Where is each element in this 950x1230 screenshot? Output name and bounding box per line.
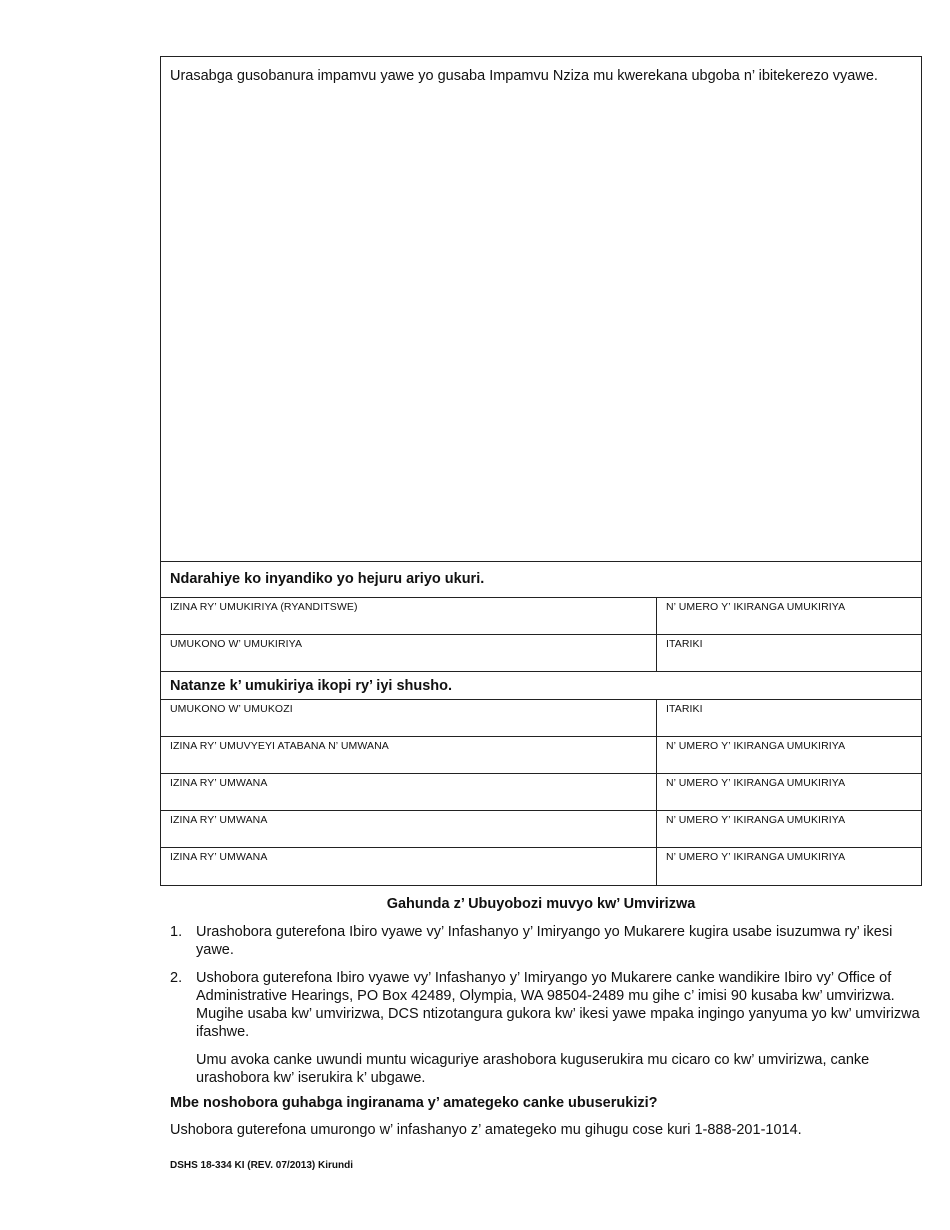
child-id-field[interactable]: N’ UMERO Y’ IKIRANGA UMUKIRIYA [666,777,846,789]
list-item-number: 1. [170,924,183,940]
explanation-prompt: Urasabga gusobanura impamvu yawe yo gusaba Impamvu Nziza mu kwerekana ubgoba n’ ibitekerezo vyawe. [170,68,878,84]
child-id-field[interactable]: N’ UMERO Y’ IKIRANGA UMUKIRIYA [666,814,846,826]
hearing-info-list [170,923,922,1097]
client-attestation-heading: Ndarahiye ko inyandiko yo hejuru ariyo ukuri. [161,562,921,598]
list-item-text: Ushobora guterefona Ibiro vyawe vy’ Infashanyo y’ Imiryango yo Mukarere canke wandikire Ibiro vy’ Office of Administrative Hearings, PO Box 42489, Olympia, WA 98504-2489 mu gihe c’ imisi 90 kusaba kw’ umvirizwa. Mugihe usaba kw’ umvirizwa, DCS ntizotangura gukora kw’ ikesi yawe mpaka ingingo yanyuma yo kw’ umvirizwa ifashwe. [196,970,920,1040]
worker-signature-field[interactable]: UMUKONO W’ UMUKOZI [161,700,657,736]
noncustodial-parent-row [161,737,921,774]
legal-help-answer: Ushobora guterefona umurongo w’ infashanyo z’ amategeko mu gihugu cose kuri 1-888-201-1014. [170,1122,802,1138]
client-name-field[interactable]: IZINA RY’ UMUKIRIYA (RYANDITSWE) [161,598,657,634]
client-id-number-field[interactable]: N’ UMERO Y’ IKIRANGA UMUKIRIYA [666,601,846,613]
hearing-info-title: Gahunda z’ Ubuyobozi muvyo kw’ Umvirizwa [386,896,696,912]
client-signature-field[interactable]: UMUKONO W’ UMUKIRIYA [161,635,657,671]
client-signature-row [161,635,921,672]
list-item-number: 2. [170,970,183,986]
good-cause-form [160,56,922,886]
explanation-box[interactable] [161,57,921,562]
legal-help-question: Mbe noshobora guhabga ingiranama y’ amategeko canke ubuserukizi? [170,1095,658,1111]
worker-copy-heading: Natanze k’ umukiriya ikopi ry’ iyi shusho. [161,672,921,700]
client-name-row [161,598,921,635]
noncustodial-parent-name-field[interactable]: IZINA RY’ UMUVYEYI ATABANA N’ UMWANA [161,737,657,773]
list-item [170,923,922,959]
child-name-field[interactable]: IZINA RY’ UMWANA [161,774,657,810]
child-id-field[interactable]: N’ UMERO Y’ IKIRANGA UMUKIRIYA [666,851,846,863]
child-row [161,774,921,811]
worker-signature-row [161,700,921,737]
child-name-field[interactable]: IZINA RY’ UMWANA [161,848,657,885]
child-row [161,848,921,885]
list-item-text: Urashobora guterefona Ibiro vyawe vy’ Infashanyo y’ Imiryango yo Mukarere kugira usabe isuzumwa ry’ ikesi yawe. [196,924,893,958]
client-date-field[interactable]: ITARIKI [666,638,703,650]
noncustodial-parent-id-field[interactable]: N’ UMERO Y’ IKIRANGA UMUKIRIYA [666,740,846,752]
child-row [161,811,921,848]
list-item [170,969,922,1087]
form-footer-code: DSHS 18-334 KI (REV. 07/2013) Kirundi [170,1160,354,1171]
child-name-field[interactable]: IZINA RY’ UMWANA [161,811,657,847]
list-item-note: Umu avoka canke uwundi muntu wicaguriye arashobora kuguserukira mu cicaro co kw’ umvirizwa, canke urashobora kw’ iserukira k’ ubgawe. [196,1052,870,1086]
worker-date-field[interactable]: ITARIKI [666,703,703,715]
